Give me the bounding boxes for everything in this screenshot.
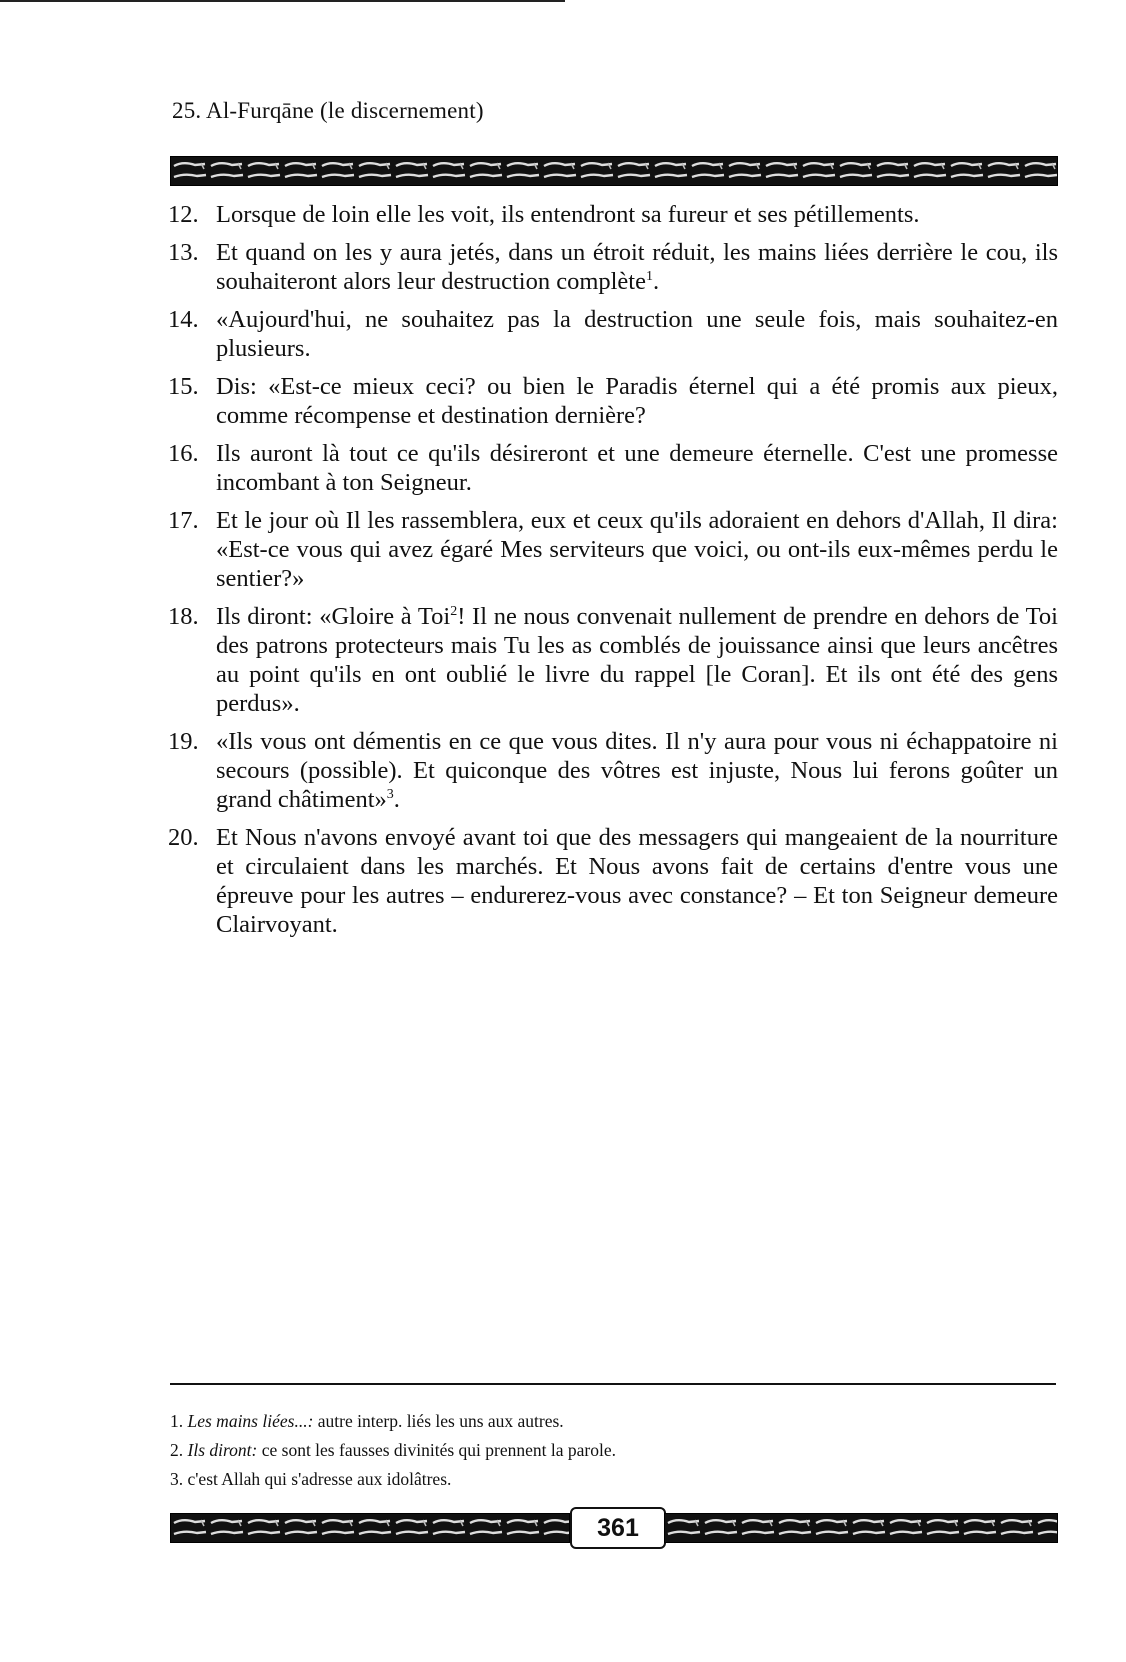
verse (168, 602, 1058, 718)
verse (168, 305, 1058, 363)
footnote (170, 1436, 1056, 1465)
verse-number: 14. (168, 306, 199, 333)
footnote-number: 2. (170, 1440, 184, 1460)
footnote-term: Les mains liées...: (187, 1411, 314, 1431)
verse-text: Et le jour où Il les rassemblera, eux et ceux qu'ils adoraient en dehors d'Allah, Il dira: «Est-ce vous qui avez égaré Mes serviteurs que voici, ou ont-ils eux-mêmes perdu le sentier?» (216, 507, 1058, 592)
verse (168, 238, 1058, 296)
footnote (170, 1465, 1056, 1494)
verse-number: 16. (168, 440, 199, 467)
verse (168, 506, 1058, 593)
footnote-text: autre interp. liés les uns aux autres. (313, 1411, 564, 1431)
footnote-text: ce sont les fausses divinités qui prennent la parole. (257, 1440, 616, 1460)
verse-text-end: . (652, 268, 660, 295)
verse (168, 439, 1058, 497)
top-rule (0, 0, 565, 2)
ornamental-band-top (170, 156, 1058, 186)
footnote-term: Ils diront: (187, 1440, 258, 1460)
verse-number: 18. (168, 603, 199, 630)
ornamental-band-bottom-right (664, 1513, 1058, 1543)
footnote-text: c'est Allah qui s'adresse aux idolâtres. (187, 1469, 452, 1489)
verse-text: Et Nous n'avons envoyé avant toi que des messagers qui mangeaient de la nourriture et circulaient dans les marchés. Et Nous avons fait de certains d'entre vous une épreuve pour les autres – endurerez-vous avec constance? – Et ton Seigneur demeure Clairvoyant. (216, 824, 1058, 938)
verse-text: Ils auront là tout ce qu'ils désireront et une demeure éternelle. C'est une promesse incombant à ton Seigneur. (216, 440, 1058, 496)
verse-text: Et quand on les y aura jetés, dans un étroit réduit, les mains liées derrière le cou, ils souhaiteront alors leur destruction complète (216, 239, 1058, 295)
ornamental-band-bottom-left (170, 1513, 570, 1543)
verse (168, 823, 1058, 939)
verse-number: 19. (168, 728, 199, 755)
ornament-pattern (171, 1514, 569, 1542)
verse-text: Dis: «Est-ce mieux ceci? ou bien le Paradis éternel qui a été promis aux pieux, comme récompense et destination dernière? (216, 373, 1058, 429)
footnote-number: 3. (170, 1469, 184, 1489)
footnote-ref: 1 (645, 268, 653, 284)
footnote-number: 1. (170, 1411, 184, 1431)
verse (168, 200, 1058, 229)
verse-text: «Aujourd'hui, ne souhaitez pas la destruction une seule fois, mais souhaitez-en plusieurs. (216, 306, 1058, 362)
footnote (170, 1407, 1056, 1436)
verse-list (168, 200, 1058, 948)
verse-text: Ils diront: «Gloire à Toi (216, 603, 451, 630)
footnote-ref: 2 (450, 603, 458, 619)
page-number: 361 (570, 1507, 666, 1549)
chapter-header: 25. Al-Furqāne (le discernement) (172, 98, 484, 123)
verse-number: 13. (168, 239, 199, 266)
verse-text: Lorsque de loin elle les voit, ils entendront sa fureur et ses pétillements. (216, 201, 920, 228)
verse-number: 20. (168, 824, 199, 851)
verse-number: 17. (168, 507, 199, 534)
verse-text-end: ! Il ne nous convenait nullement de prendre en dehors de Toi des patrons protecteurs mais Tu les as comblés de jouissance ainsi que leurs ancêtres au point qu'ils en ont oublié le livre du rappel [le Coran]. Et ils ont été des gens perdus». (216, 603, 1058, 717)
verse-text-end: . (393, 786, 400, 813)
ornament-pattern (171, 157, 1057, 185)
verse-number: 12. (168, 201, 199, 228)
footnote-divider (170, 1383, 1056, 1385)
ornament-pattern (665, 1514, 1057, 1542)
verse-text: «Ils vous ont démentis en ce que vous dites. Il n'y aura pour vous ni échappatoire ni secours (possible). Et quiconque des vôtres est injuste, Nous lui ferons goûter un grand châtiment» (216, 728, 1058, 813)
verse (168, 372, 1058, 430)
footnotes (170, 1407, 1056, 1494)
verse-number: 15. (168, 373, 199, 400)
footnote-ref: 3 (386, 786, 394, 802)
verse (168, 727, 1058, 814)
